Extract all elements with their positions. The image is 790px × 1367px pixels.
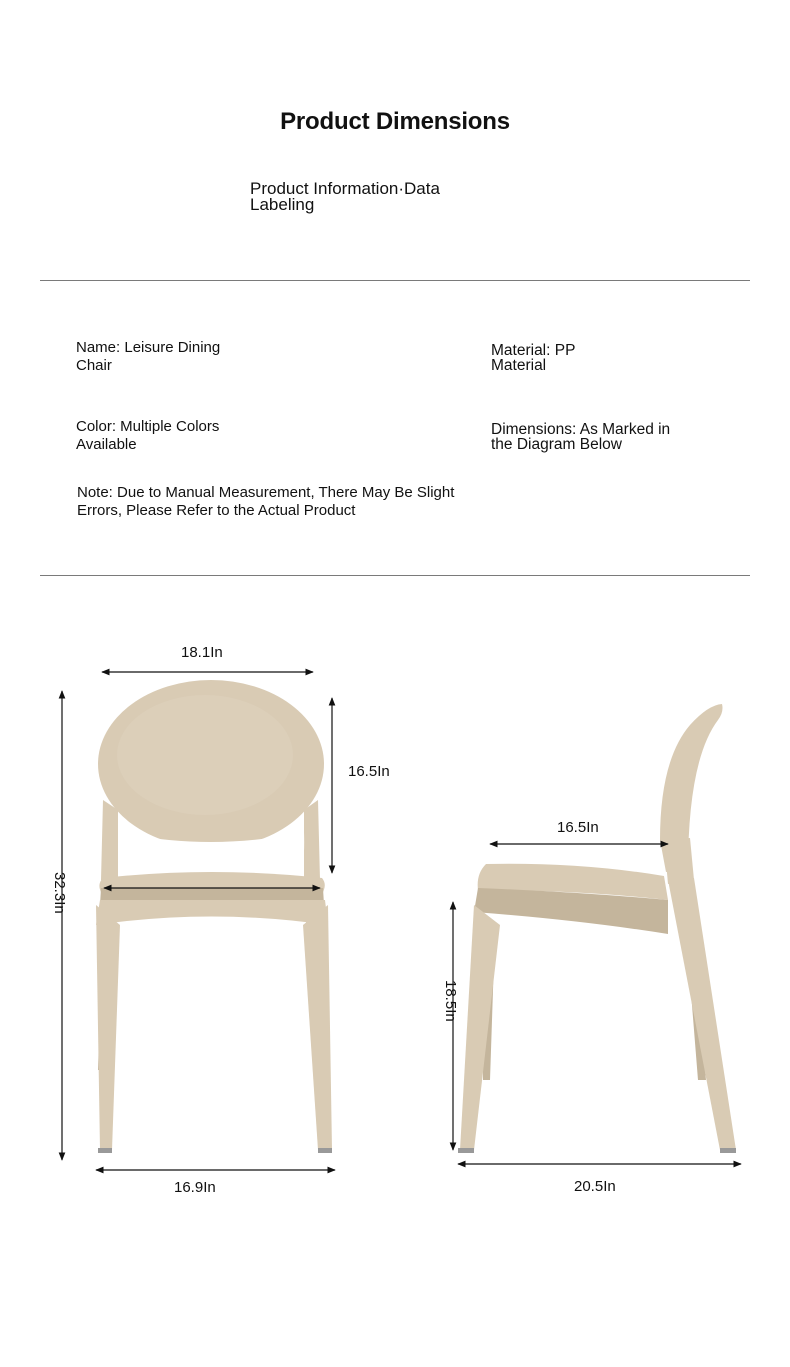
label-front-total-height: 32.3In xyxy=(51,872,68,914)
info-material-line-1: Material: PP xyxy=(491,342,576,359)
side-chair-back-post xyxy=(664,838,694,884)
info-note-line-1: Note: Due to Manual Measurement, There May Be Slight xyxy=(77,484,455,501)
label-front-width-top: 18.1In xyxy=(181,644,223,661)
info-note-line-2: Errors, Please Refer to the Actual Product xyxy=(77,502,356,519)
info-color-line-1: Color: Multiple Colors xyxy=(76,418,220,435)
page-title: Product Dimensions xyxy=(280,108,510,135)
side-chair xyxy=(458,704,736,1153)
front-chair-back-post-left xyxy=(101,800,118,880)
label-front-width-bottom: 16.9In xyxy=(174,1179,216,1196)
front-chair-back-post-right xyxy=(304,800,320,880)
front-chair-backrest-highlight xyxy=(117,695,293,815)
label-side-seat-height: 18.5In xyxy=(442,980,459,1022)
front-chair-front-leg-left xyxy=(96,905,120,1150)
subtitle-line-2: Labeling xyxy=(250,195,315,214)
side-chair-foot-rear xyxy=(720,1148,736,1153)
side-chair-foot-front xyxy=(458,1148,474,1153)
info-material-line-2: Material xyxy=(491,357,547,374)
subtitle-line-1: Product Information·Data xyxy=(250,179,440,198)
front-chair-front-leg-right xyxy=(303,905,332,1150)
info-dimensions-line-2: the Diagram Below xyxy=(491,436,622,453)
side-chair-front-leg xyxy=(460,905,500,1150)
label-side-seat-depth: 16.5In xyxy=(557,819,599,836)
info-dimensions-line-1: Dimensions: As Marked in xyxy=(491,421,671,438)
side-chair-rear-leg xyxy=(668,878,736,1150)
info-color-line-2: Available xyxy=(76,436,137,453)
front-chair-apron xyxy=(96,900,328,925)
front-chair-foot-right xyxy=(318,1148,332,1153)
info-name-line-2: Chair xyxy=(76,357,112,374)
info-name-line-1: Name: Leisure Dining xyxy=(76,339,221,356)
front-chair-foot-left xyxy=(98,1148,112,1153)
label-front-back-height: 16.5In xyxy=(348,763,390,780)
label-side-depth-bottom: 20.5In xyxy=(574,1178,616,1195)
front-chair xyxy=(96,680,332,1153)
